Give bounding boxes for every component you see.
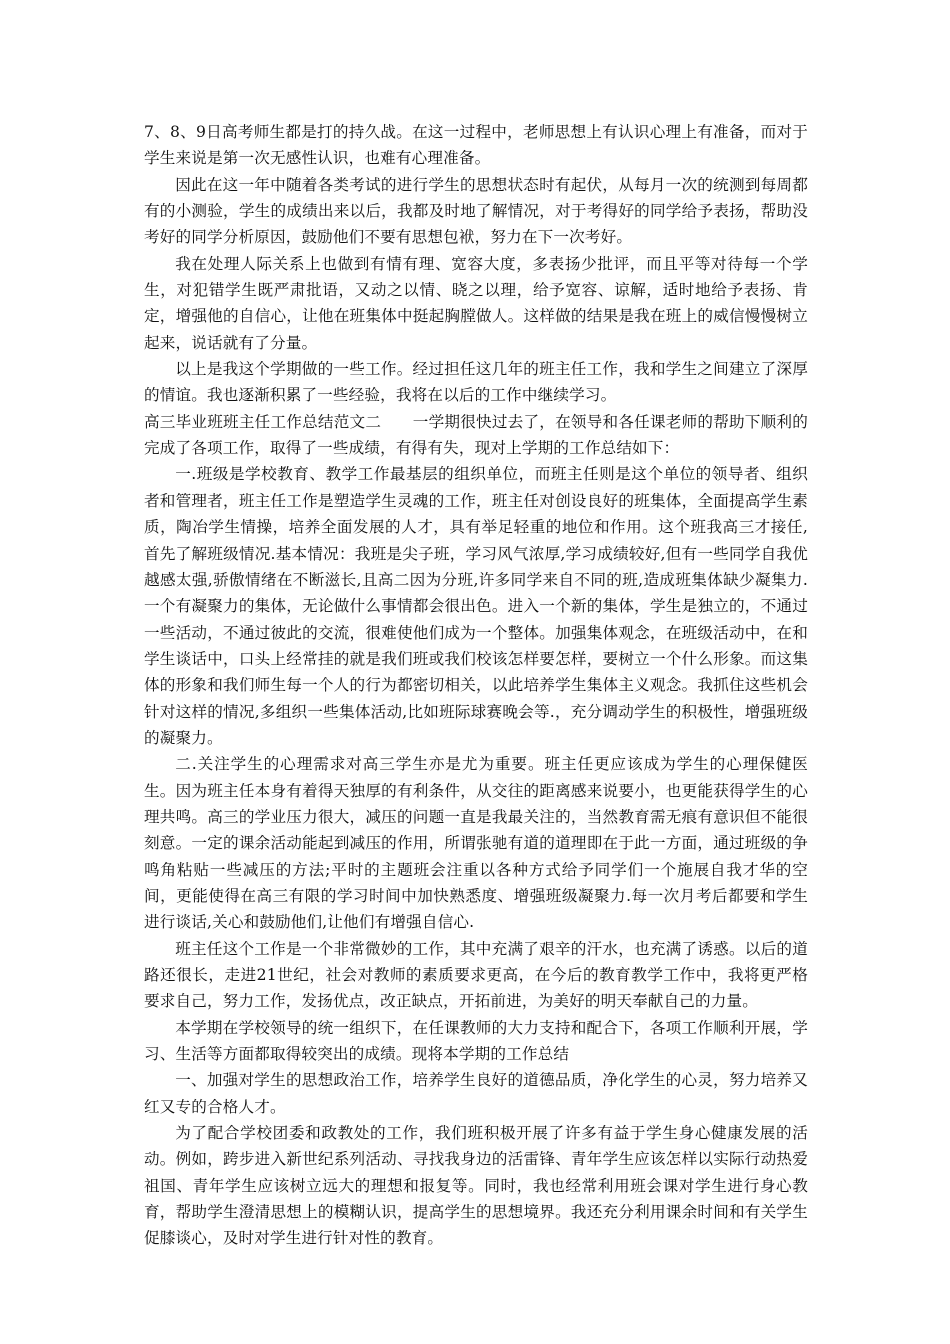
paragraph-7: 二.关注学生的心理需求对高三学生亦是尤为重要。班主任更应该成为学生的心理保健医生。因为班主任本身有着得天独厚的有利条件，从交往的距离感来说要小，也更能获得学生的心理共鸣。高三的学业压力很大，减压的问题一直是我最关注的，当然教育需无痕有意识但不能很刻意。一定的课余活动能起到减压的作用，所谓张驰有道的道理即在于此一方面，通过班级的争鸣角粘贴一些减压的方法;平时的主题班会注重以各种方式给予同学们一个施展自我才华的空间，更能使得在高三有限的学习时间中加快熟悉度、增强班级凝聚力.每一次月考后都要和学生进行谈话,关心和鼓励他们,让他们有增强自信心. xyxy=(144,755,808,932)
paragraph-6: 一.班级是学校教育、教学工作最基层的组织单位，而班主任则是这个单位的领导者、组织者和管理者，班主任工作是塑造学生灵魂的工作，班主任对创设良好的班集体，全面提高学生素质，陶冶学生情操，培养全面发展的人才，具有举足轻重的地位和作用。这个班我高三才接任,首先了解班级情况.基本情况：我班是尖子班，学习风气浓厚,学习成绩较好,但有一些同学自我优越感太强,骄傲情绪在不断滋长,且高二因为分班,许多同学来自不同的班,造成班集体缺少凝集力.一个有凝聚力的集体，无论做什么事情都会很出色。进入一个新的集体，学生是独立的，不通过一些活动，不通过彼此的交流，很难使他们成为一个整体。加强集体观念，在班级活动中，在和学生谈话中，口头上经常挂的就是我们班或我们校该怎样要怎样，要树立一个什么形象。而这集体的形象和我们师生每一个人的行为都密切相关，以此培养学生集体主义观念。我抓住这些机会针对这样的情况,多组织一些集体活动,比如班际球赛晚会等.，充分调动学生的积极性，增强班级的凝聚力。 xyxy=(144,465,808,747)
paragraph-8: 班主任这个工作是一个非常微妙的工作，其中充满了艰辛的汗水，也充满了诱惑。以后的道路还很长，走进21世纪，社会对教师的素质要求更高，在今后的教育教学工作中，我将更严格要求自己，努力工作，发扬优点，改正缺点，开拓前进，为美好的明天奉献自己的力量。 xyxy=(144,939,808,1011)
paragraph-9: 本学期在学校领导的统一组织下，在任课教师的大力支持和配合下，各项工作顺利开展，学习、生活等方面都取得较突出的成绩。现将本学期的工作总结 xyxy=(144,1018,808,1064)
paragraph-10: 一、加强对学生的思想政治工作，培养学生良好的道德品质，净化学生的心灵，努力培养又红又专的合格人才。 xyxy=(144,1071,808,1116)
paragraph-2: 因此在这一年中随着各类考试的进行学生的思想状态时有起伏，从每月一次的统测到每周都有的小测验，学生的成绩出来以后，我都及时地了解情况，对于考得好的同学给予表扬，帮助没考好的同学分析原因，鼓励他们不要有思想包袱，努力在下一次考好。 xyxy=(144,175,808,247)
paragraph-1: 7、8、9日高考师生都是打的持久战。在这一过程中，老师思想上有认识心理上有准备，而对于学生来说是第一次无感性认识，也难有心理准备。 xyxy=(144,123,808,168)
paragraph-11: 为了配合学校团委和政教处的工作，我们班积极开展了许多有益于学生身心健康发展的活动。例如，跨步进入新世纪系列活动、寻找我身边的活雷锋、青年学生应该怎样以实际行动热爱祖国、青年学生应该树立远大的理想和报复等。同时，我也经常利用班会课对学生进行身心教育，帮助学生澄清思想上的模糊认识，提高学生的思想境界。我还充分利用课余时间和有关学生促膝谈心，及时对学生进行针对性的教育。 xyxy=(144,1124,808,1248)
paragraph-4: 以上是我这个学期做的一些工作。经过担任这几年的班主任工作，我和学生之间建立了深厚的情谊。我也逐渐积累了一些经验，我将在以后的工作中继续学习。 xyxy=(144,360,808,405)
paragraph-3: 我在处理人际关系上也做到有情有理、宽容大度，多表扬少批评，而且平等对待每一个学生，对犯错学生既严肃批语，又动之以情、晓之以理，给予宽容、谅解，适时地给予表扬、肯定，增强他的自信心，让他在班集体中挺起胸膛做人。这样做的结果是我在班上的威信慢慢树立起来，说话就有了分量。 xyxy=(144,254,808,352)
paragraph-5-section-heading: 高三毕业班班主任工作总结范文二 一学期很快过去了，在领导和各任课老师的帮助下顺利的完成了各项工作，取得了一些成绩，有得有失，现对上学期的工作总结如下： xyxy=(144,412,808,458)
document-page xyxy=(144,119,808,1252)
